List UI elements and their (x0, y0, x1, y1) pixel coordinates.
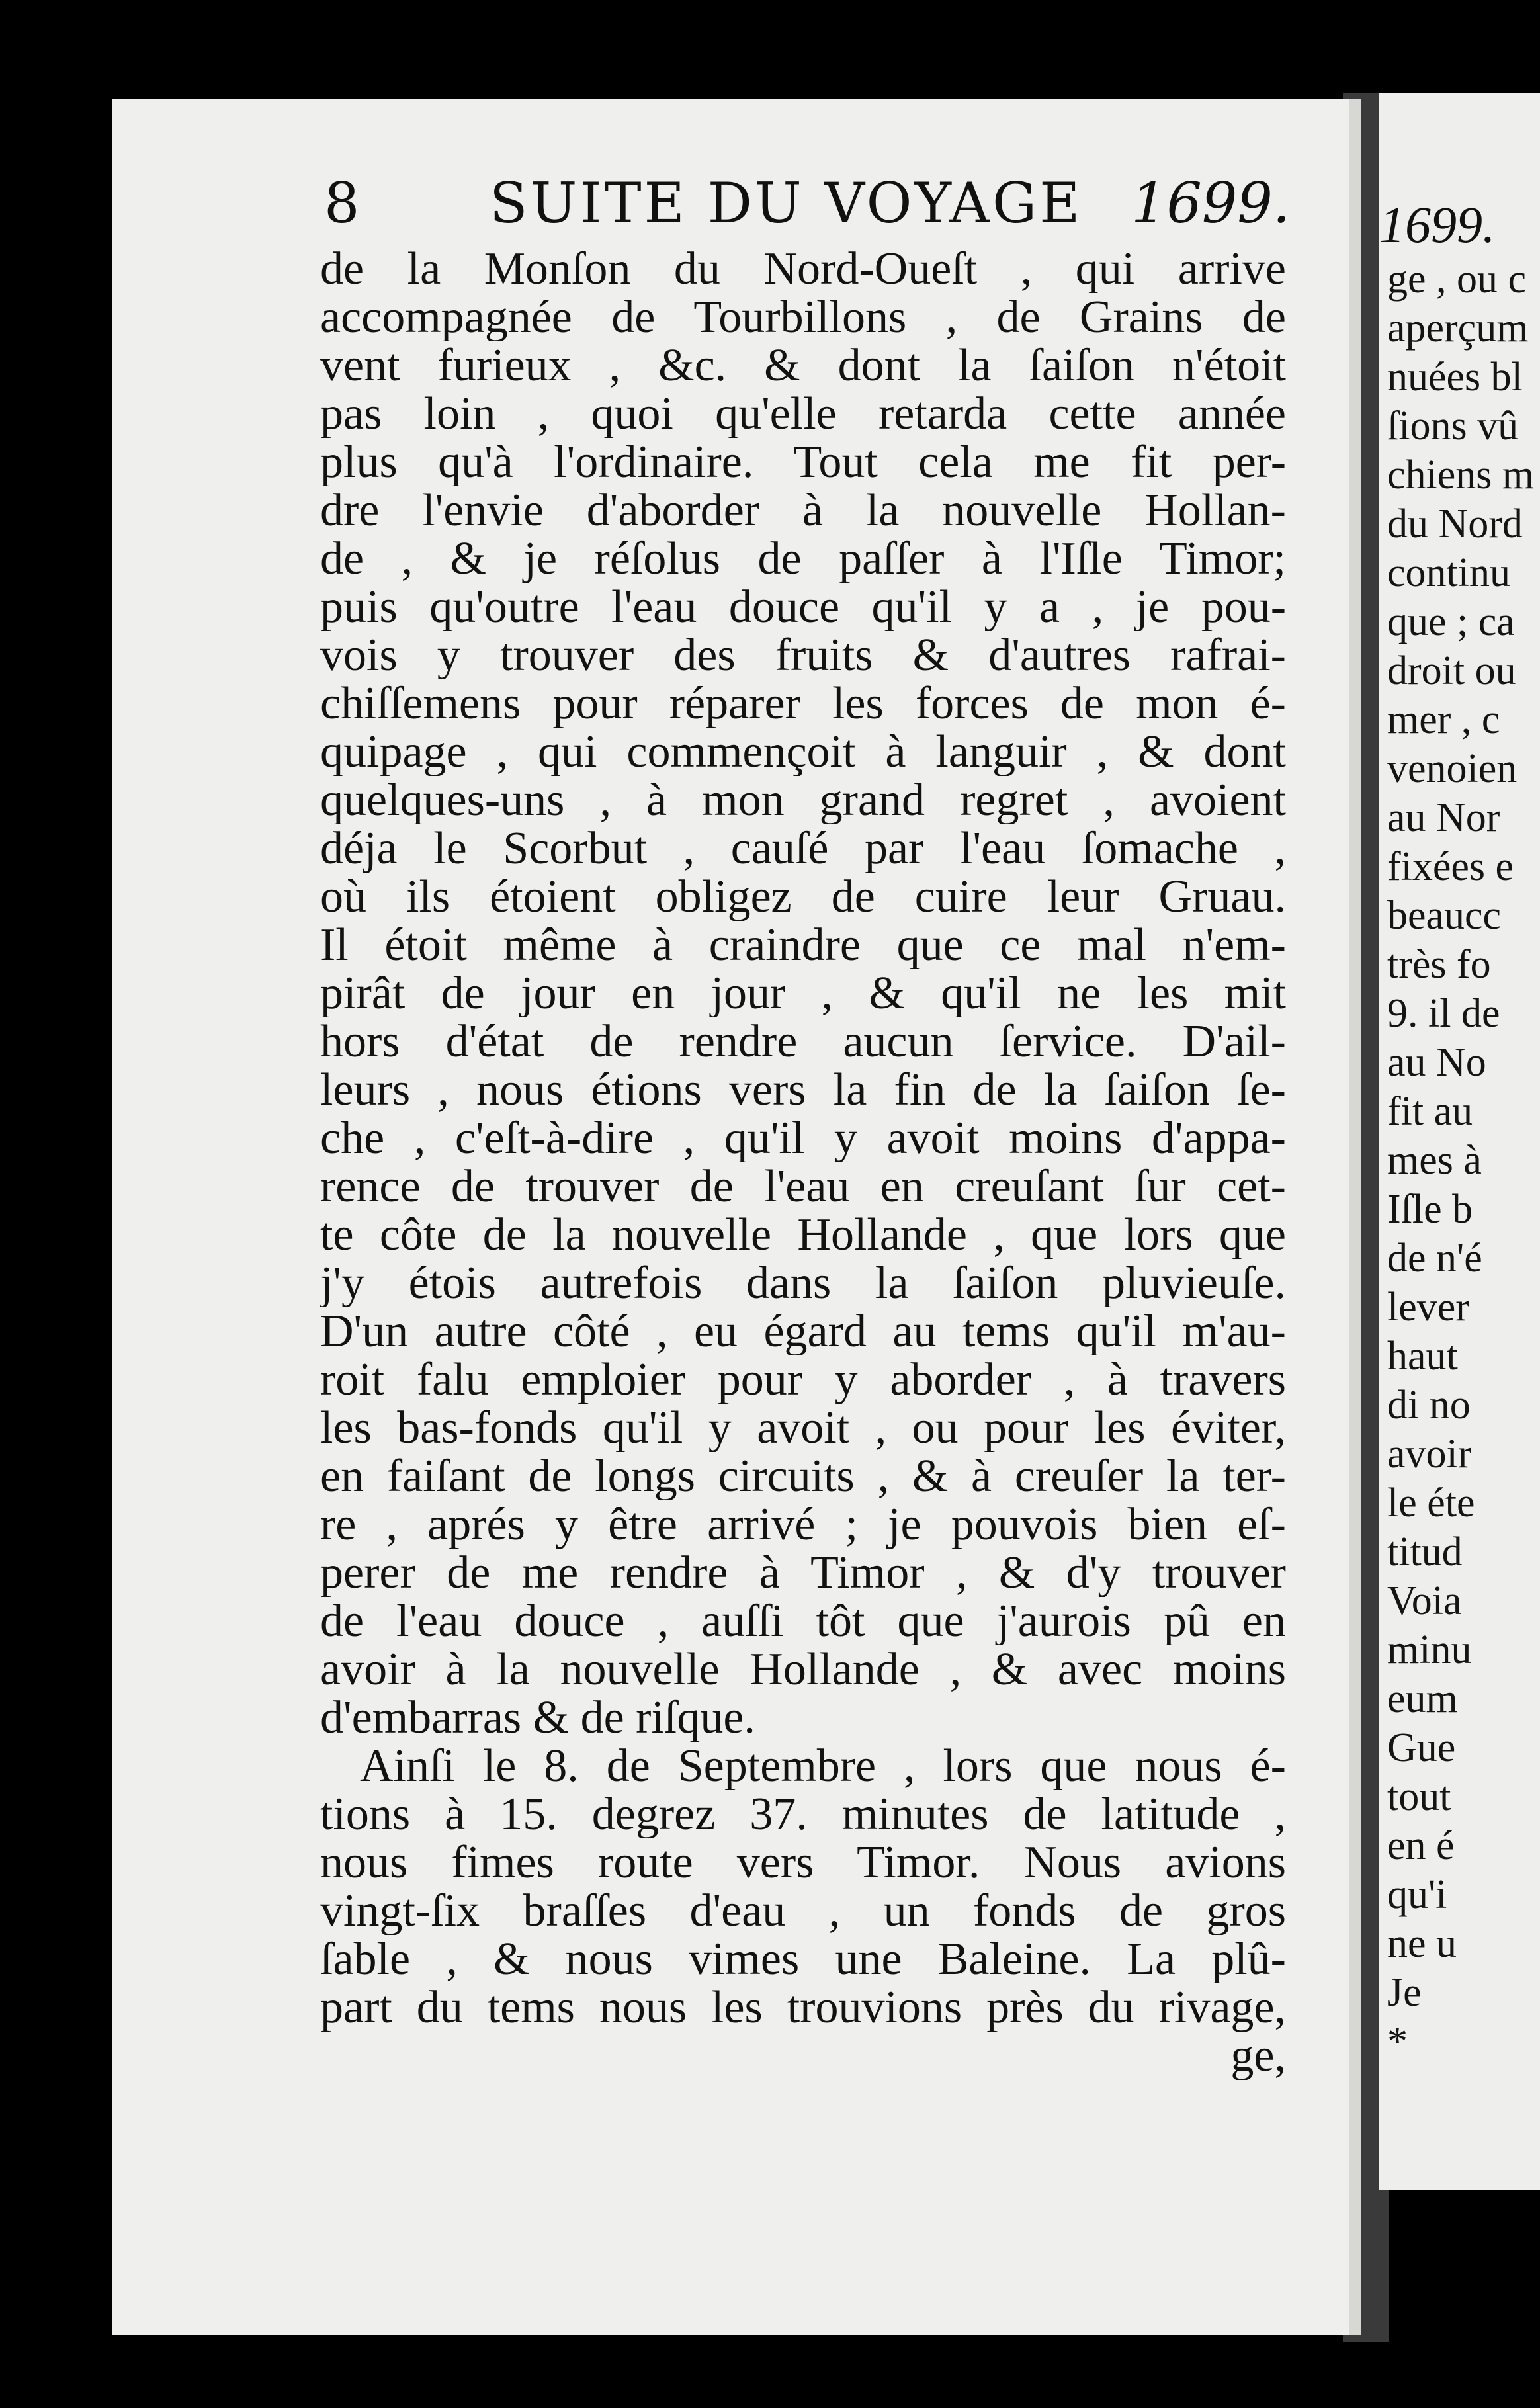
text-line: rence de trouver de l'eau en creuſant ſur cet- (320, 1162, 1286, 1211)
text-line: ſable , & nous vimes une Baleine. La plû- (320, 1935, 1286, 1983)
text-line: vingt-ſix braſſes d'eau , un fonds de gros (320, 1887, 1286, 1935)
text-line: che , c'eſt-à-dire , qu'il y avoit moins d'appa- (320, 1114, 1286, 1162)
text-line: accompagnée de Tourbillons , de Grains de (320, 293, 1286, 341)
text-line: en faiſant de longs circuits , & à creuſer la ter- (320, 1452, 1286, 1500)
body-text (320, 245, 1286, 2080)
text-line: perer de me rendre à Timor , & d'y trouver (320, 1549, 1286, 1597)
text-line: du Nord (1387, 501, 1523, 546)
text-line: D'un autre côté , eu égard au tems qu'il m'au- (320, 1307, 1286, 1355)
text-line: lever (1387, 1285, 1469, 1330)
text-line: Ainſi le 8. de Septembre , lors que nous é- (360, 1742, 1286, 1790)
text-line: fit au (1387, 1089, 1473, 1134)
text-line: Voia (1387, 1578, 1462, 1623)
text-line: di no (1387, 1383, 1471, 1428)
text-line: minu (1387, 1627, 1472, 1672)
text-line: leurs , nous étions vers la fin de la ſaiſon ſe- (320, 1066, 1286, 1114)
text-line: pas loin , quoi qu'elle retarda cette année (320, 390, 1286, 438)
text-line: dre l'envie d'aborder à la nouvelle Hollan- (320, 486, 1286, 535)
text-line: plus qu'à l'ordinaire. Tout cela me fit per- (320, 438, 1286, 486)
text-line: fixées e (1387, 844, 1514, 889)
text-line: quipage , qui commençoit à languir , & dont (320, 728, 1286, 776)
text-line: de l'eau douce , auſſi tôt que j'aurois pû en (320, 1597, 1286, 1645)
text-line: tout (1387, 1774, 1451, 1819)
text-line: aperçum (1387, 306, 1529, 351)
right-page-year: 1699. (1379, 196, 1496, 253)
text-line: droit ou (1387, 648, 1516, 693)
text-line: hors d'état de rendre aucun ſervice. D'ail- (320, 1017, 1286, 1066)
text-line: * (1387, 2019, 1408, 2064)
header-year: 1699. (1131, 171, 1291, 236)
right-page-fragment (1379, 93, 1540, 2190)
text-line: les bas-fonds qu'il y avoit , ou pour les éviter, (320, 1404, 1286, 1452)
text-line: 9. il de (1387, 991, 1500, 1036)
text-line: vent furieux , &c. & dont la ſaiſon n'étoit (320, 341, 1286, 390)
text-line: beaucc (1387, 893, 1502, 938)
text-line: Gue (1387, 1725, 1456, 1770)
text-line: j'y étois autrefois dans la ſaiſon pluvieuſe. (320, 1259, 1286, 1307)
catchword: ge, (1230, 2032, 1286, 2080)
text-line: très fo (1387, 942, 1491, 987)
text-line: chiens m (1387, 452, 1535, 497)
text-line: de la Monſon du Nord-Oueſt , qui arrive (320, 245, 1286, 293)
text-line: que ; ca (1387, 599, 1515, 644)
text-line: en é (1387, 1823, 1455, 1868)
running-title: SUITE DU VOYAGE (490, 171, 1083, 236)
text-line: quelques-uns , à mon grand regret , avoient (320, 776, 1286, 824)
text-line: déja le Scorbut , cauſé par l'eau ſomache , (320, 824, 1286, 873)
text-line: avoir (1387, 1432, 1472, 1477)
right-page-text (1387, 255, 1534, 2066)
text-line: nuées bl (1387, 355, 1523, 400)
text-line: mes à (1387, 1138, 1482, 1183)
text-line: où ils étoient obligez de cuire leur Gruau. (320, 873, 1286, 921)
text-line: roit falu emploier pour y aborder , à travers (320, 1355, 1286, 1404)
text-line: de n'é (1387, 1236, 1482, 1281)
text-line: haut (1387, 1334, 1458, 1379)
text-line: Il étoit même à craindre que ce mal n'em- (320, 921, 1286, 969)
text-line: de , & je réſolus de paſſer à l'Iſle Timor; (320, 535, 1286, 583)
text-line: au No (1387, 1040, 1486, 1085)
text-line: puis qu'outre l'eau douce qu'il y a , je pou- (320, 583, 1286, 631)
text-line: qu'i (1387, 1872, 1447, 1917)
text-line: part du tems nous les trouvions près du rivage, (320, 1983, 1286, 2032)
text-line: tions à 15. degrez 37. minutes de latitude , (320, 1790, 1286, 1838)
text-line: avoir à la nouvelle Hollande , & avec moins (320, 1645, 1286, 1694)
text-line: le éte (1387, 1481, 1475, 1526)
text-line: chiſſemens pour réparer les forces de mon é- (320, 679, 1286, 728)
running-header (212, 171, 1297, 243)
text-line: mer , c (1387, 697, 1500, 742)
text-line: Iſle b (1387, 1187, 1473, 1232)
text-line: pirât de jour en jour , & qu'il ne les mit (320, 969, 1286, 1017)
text-line: ſions vû (1387, 404, 1519, 449)
text-line: venoien (1387, 746, 1518, 791)
text-line: nous fimes route vers Timor. Nous avions (320, 1838, 1286, 1887)
text-line: continu (1387, 550, 1510, 595)
text-line: d'embarras & de riſque. (320, 1694, 755, 1742)
text-line: ge , ou c (1387, 257, 1527, 302)
text-line: vois y trouver des fruits & d'autres rafrai- (320, 631, 1286, 679)
page-number: 8 (324, 171, 360, 236)
text-line: re , aprés y être arrivé ; je pouvois bien eſ- (320, 1500, 1286, 1549)
text-line: au Nor (1387, 795, 1500, 840)
text-line: titud (1387, 1529, 1463, 1574)
text-line: eum (1387, 1676, 1458, 1721)
text-line: Je (1387, 1970, 1422, 2015)
text-line: te côte de la nouvelle Hollande , que lors que (320, 1211, 1286, 1259)
text-line: ne u (1387, 1921, 1457, 1966)
